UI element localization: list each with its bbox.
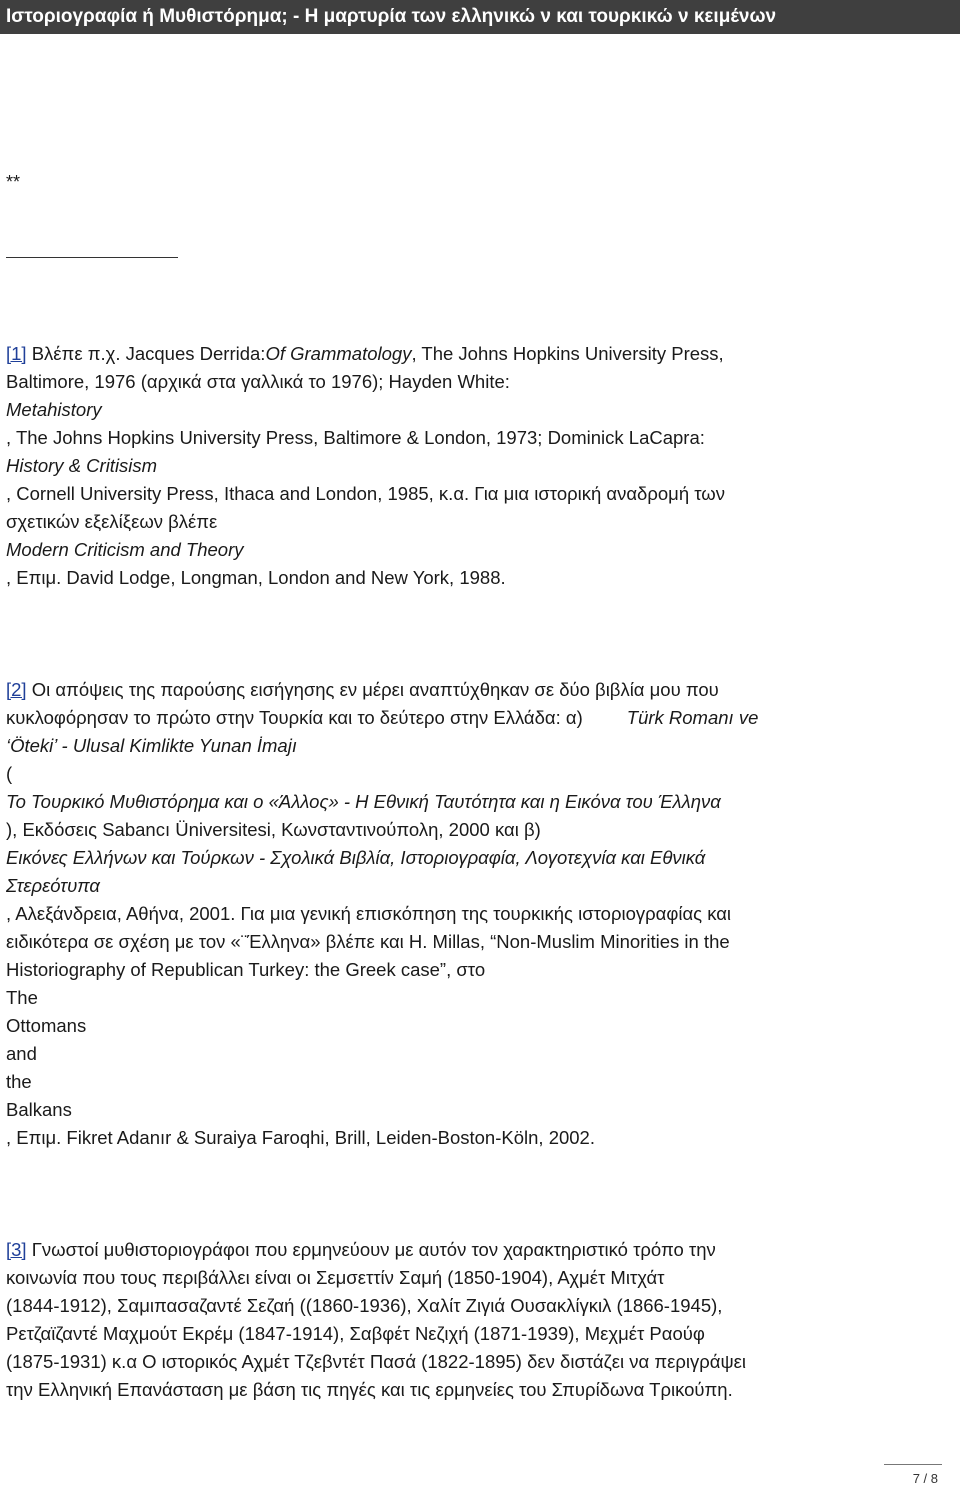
footnote-line xyxy=(6,844,946,872)
italic-title: Στερεότυπα xyxy=(6,875,100,896)
footnote-text: Balkans xyxy=(6,1099,72,1120)
footnote-text: Historiography of Republican Turkey: the Greek case”, στο xyxy=(6,959,486,980)
italic-title: Εικόνες Ελλήνων και Τούρκων - Σχολικά Βιβλία, Ιστοριογραφία, Λογοτεχνία και Εθνικά xyxy=(6,847,706,868)
document-title: Ιστοριογραφία ή Μυθιστόρημα; - Η μαρτυρία των ελληνικώ ν και τουρκικώ ν κειμένων xyxy=(6,6,777,27)
footnote-line xyxy=(6,900,946,928)
footnote-line xyxy=(6,1236,946,1264)
footnote-text: , Επιμ. David Lodge, Longman, London and New York, 1988. xyxy=(6,567,506,588)
footnote-ref-link[interactable]: [3] xyxy=(6,1239,27,1260)
italic-title: Türk Romanı ve xyxy=(626,707,759,728)
footnote-line xyxy=(6,704,946,732)
footnote-text: Ρετζαϊζαντέ Μαχμούτ Εκρέμ (1847-1914), Σαβφέτ Νεζιχή (1871-1939), Μεχμέτ Ραούφ xyxy=(6,1323,705,1344)
footnote-text: and xyxy=(6,1043,37,1064)
footnote-text: Ottomans xyxy=(6,1015,87,1036)
footnote-text: την Ελληνική Επανάσταση με βάση τις πηγές και τις ερμηνείες του Σπυρίδωνα Τρικούπη. xyxy=(6,1379,733,1400)
footnote-text: Οι απόψεις της παρούσης εισήγησης εν μέρει αναπτύχθηκαν σε δύο βιβλία μου που xyxy=(31,679,719,700)
footnote-text: ειδικότερα σε σχέση με τον «¨Έλληνα» βλέπε και H. Millas, “Non-Muslim Minorities in the xyxy=(6,931,730,952)
footnote-line xyxy=(6,1292,946,1320)
footnote-text: κοινωνία που τους περιβάλλει είναι οι Σεμσεττίν Σαμή (1850-1904), Αχμέτ Μιτχάτ xyxy=(6,1267,665,1288)
footnote-text: (1875-1931) κ.α Ο ιστορικός Αχμέτ Τζεβντέτ Πασά (1822-1895) δεν διστάζει να περιγράψει xyxy=(6,1351,747,1372)
footnote-1 xyxy=(6,340,946,592)
footnote-text: ( xyxy=(6,763,13,784)
footnote-line xyxy=(6,508,946,536)
footnote-line xyxy=(6,368,946,396)
footnote-line xyxy=(6,1348,946,1376)
footnote-line xyxy=(6,676,946,704)
footnote-text: the xyxy=(6,1071,32,1092)
footnote-text: ), Εκδόσεις Sabancı Üniversitesi, Κωνσταντινούπολη, 2000 και β) xyxy=(6,819,541,840)
footnote-line xyxy=(6,1320,946,1348)
footnote-text: , Cornell University Press, Ithaca and London, 1985, κ.α. Για μια ιστορική αναδρομή των xyxy=(6,483,725,504)
footnote-line xyxy=(6,928,946,956)
footnote-line xyxy=(6,872,946,900)
footnote-line xyxy=(6,1040,946,1068)
footnote-text: Γνωστοί μυθιστοριογράφοι που ερμηνεύουν με αυτόν τον χαρακτηριστικό τρόπο την xyxy=(31,1239,716,1260)
footnote-line xyxy=(6,1264,946,1292)
italic-title: Modern Criticism and Theory xyxy=(6,539,244,560)
footnote-text: , Επιμ. Fikret Adanır & Suraiya Faroqhi, Brill, Leiden-Boston-Köln, 2002. xyxy=(6,1127,595,1148)
footnote-line xyxy=(6,1376,946,1404)
footnote-ref-link[interactable]: [1] xyxy=(6,343,27,364)
footnote-text: , The Johns Hopkins University Press, Baltimore & London, 1973; Dominick LaCapra: xyxy=(6,427,705,448)
footnote-line xyxy=(6,452,946,480)
footnote-text: σχετικών εξελίξεων βλέπε xyxy=(6,511,218,532)
footnote-line xyxy=(6,536,946,564)
footnote-line xyxy=(6,424,946,452)
footnote-line xyxy=(6,1068,946,1096)
footnote-line xyxy=(6,760,946,788)
footnote-line xyxy=(6,480,946,508)
footnote-line xyxy=(6,1096,946,1124)
document-header xyxy=(0,0,960,34)
footnote-line xyxy=(6,1012,946,1040)
footnote-line xyxy=(6,564,946,592)
italic-title: Metahistory xyxy=(6,399,102,420)
footnote-2 xyxy=(6,676,946,1152)
footnote-line xyxy=(6,816,946,844)
italic-title: Of Grammatology xyxy=(265,343,412,364)
footnote-ref-link[interactable]: [2] xyxy=(6,679,27,700)
footnote-3 xyxy=(6,1236,946,1404)
footnote-line xyxy=(6,788,946,816)
footnote-text: κυκλοφόρησαν το πρώτο στην Τουρκία και το δεύτερο στην Ελλάδα: α) xyxy=(6,707,583,728)
asterisks-marker: ** xyxy=(6,172,21,192)
footnote-line xyxy=(6,956,946,984)
page-number: 7 / 8 xyxy=(912,1471,938,1486)
footnote-text: , The Johns Hopkins University Press, xyxy=(411,343,724,364)
footnote-line xyxy=(6,396,946,424)
footnote-text: (1844-1912), Σαμιπασαζαντέ Σεζαή ((1860-1936), Χαλίτ Ζιγιά Ουσακλίγκιλ (1866-1945), xyxy=(6,1295,723,1316)
footnote-text: Βλέπε π.χ. Jacques Derrida: xyxy=(31,343,266,364)
footnote-text: The xyxy=(6,987,38,1008)
footnote-text: Baltimore, 1976 (αρχικά στα γαλλικά το 1976); Hayden White: xyxy=(6,371,510,392)
italic-title: ‘Öteki’ - Ulusal Kimlikte Yunan İmajı xyxy=(6,735,297,756)
italic-title: History & Critisism xyxy=(6,455,158,476)
footnote-line xyxy=(6,984,946,1012)
italic-title: Το Τουρκικό Μυθιστόρημα και ο «Άλλος» - Η Εθνική Ταυτότητα και η Εικόνα του Έλληνα xyxy=(6,791,721,812)
page-number-rule xyxy=(884,1464,942,1465)
footnote-line xyxy=(6,1124,946,1152)
footnote-line xyxy=(6,340,946,368)
footnote-text: , Αλεξάνδρεια, Αθήνα, 2001. Για μια γενική επισκόπηση της τουρκικής ιστοριογραφίας και xyxy=(6,903,732,924)
footnote-line xyxy=(6,732,946,760)
footnote-separator xyxy=(6,257,178,258)
